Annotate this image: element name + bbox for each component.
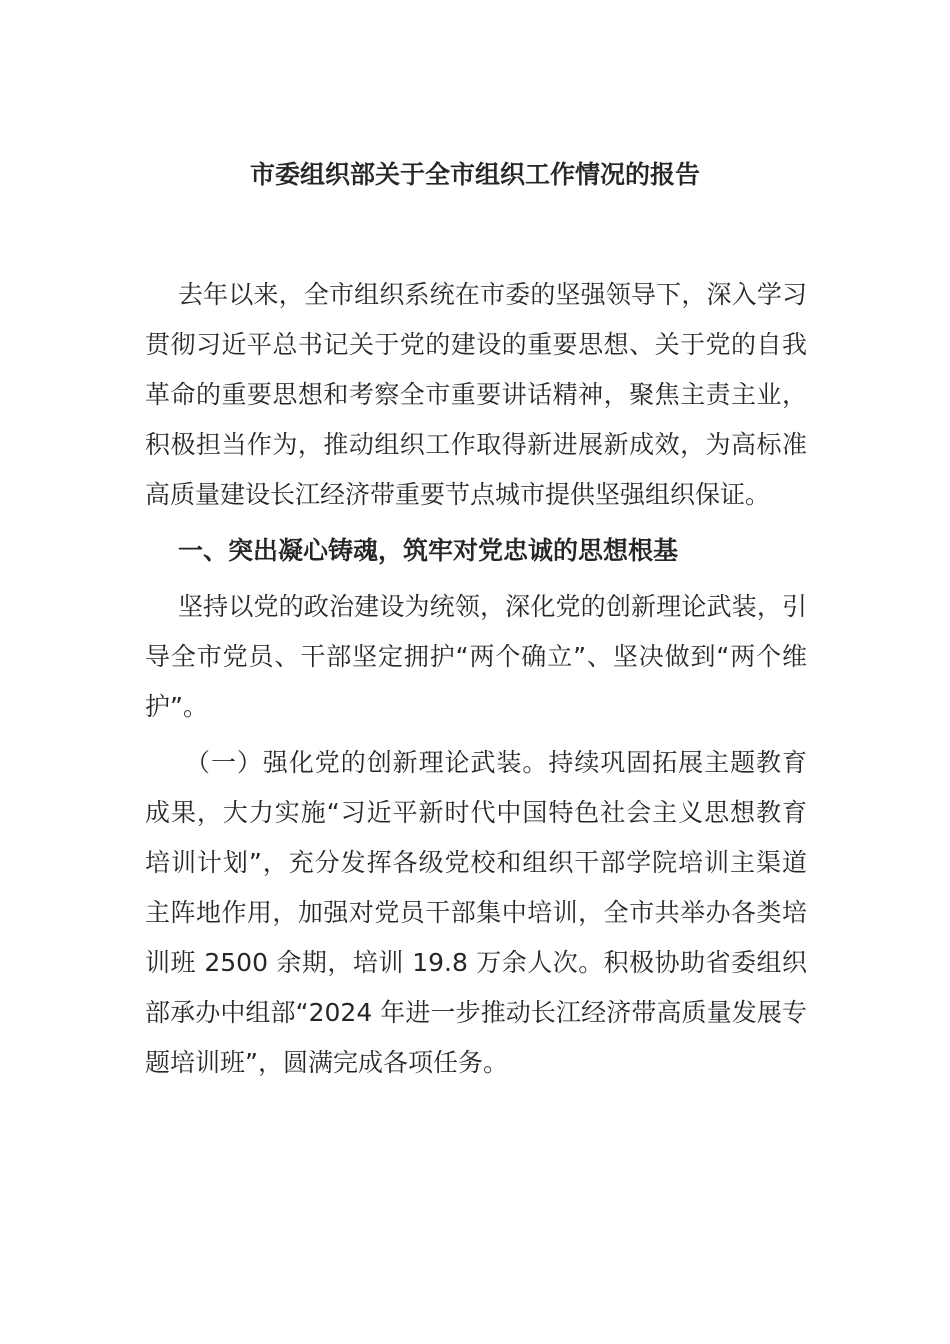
intro-paragraph: 去年以来，全市组织系统在市委的坚强领导下，深入学习贯彻习近平总书记关于党的建设的重要思想、关于党的自我革命的重要思想和考察全市重要讲话精神，聚焦主责主业，积极担当作为，推动组织工作取得新进展新成效，为高标准高质量建设长江经济带重要节点城市提供坚强组织保证。 [145,280,807,509]
section-paragraph: 坚持以党的政治建设为统领，深化党的创新理论武装，引导全市党员、干部坚定拥护“两个确立”、坚决做到“两个维护”。 [145,592,807,721]
document-body [145,270,807,1088]
subsection-paragraph: （一）强化党的创新理论武装。持续巩固拓展主题教育成果，大力实施“习近平新时代中国特色社会主义思想教育培训计划”，充分发挥各级党校和组织干部学院培训主渠道主阵地作用，加强对党员干部集中培训，全市共举办各类培训班 2500 余期，培训 19.8 万余人次。积极协助省委组织部承办中组部“2024 年进一步推动长江经济带高质量发展专题培训班”，圆满完成各项任务。 [145,748,807,1077]
section-heading: 一、突出凝心铸魂，筑牢对党忠诚的思想根基 [178,536,679,565]
document-title: 市委组织部关于全市组织工作情况的报告 [249,160,700,189]
